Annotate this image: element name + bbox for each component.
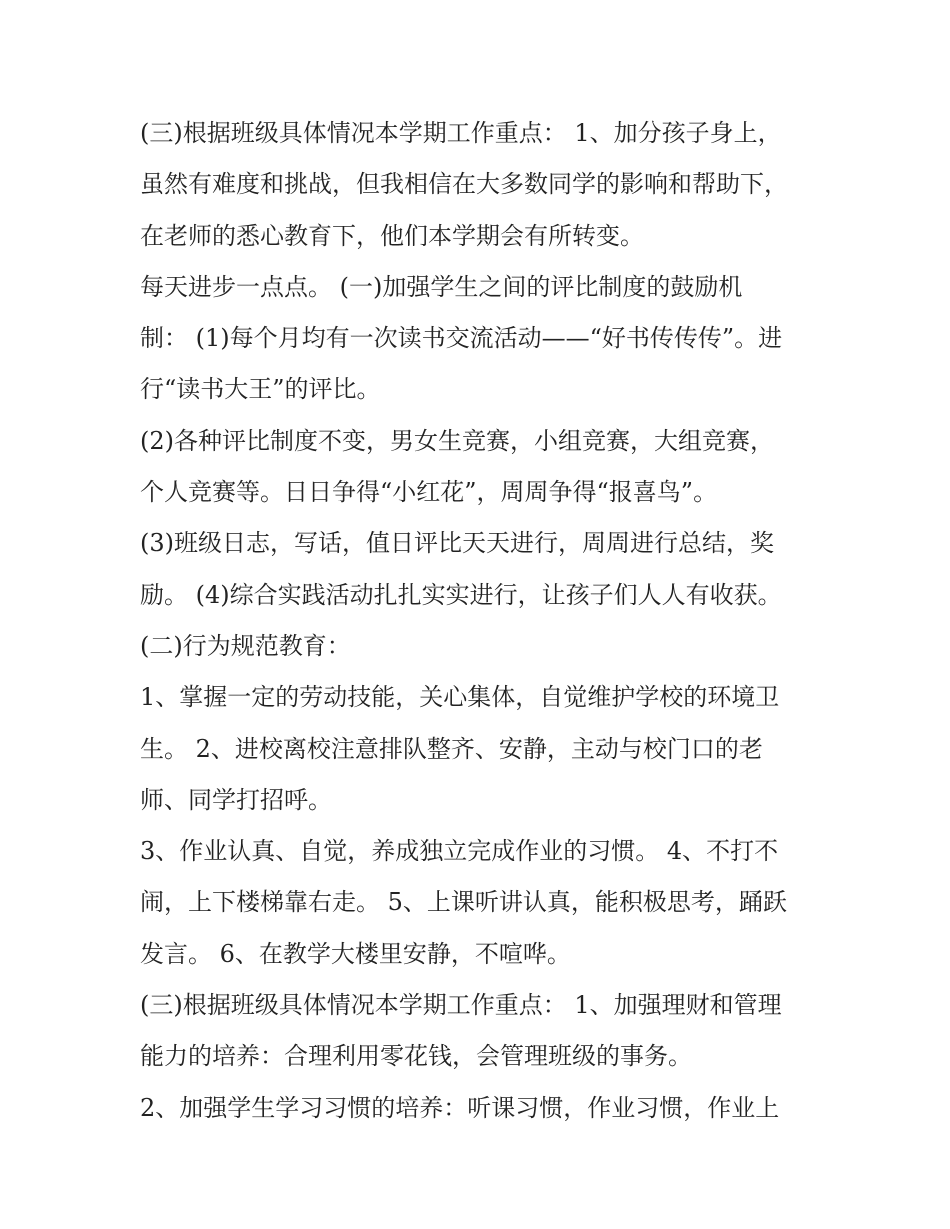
text-line: 师、同学打招呼。 (140, 785, 332, 814)
text-line: 励。 (4)综合实践活动扎扎实实进行，让孩子们人人有收获。 (140, 580, 782, 609)
text-line: 2、加强学生学习习惯的培养：听课习惯，作业习惯，作业上 (140, 1093, 780, 1122)
text-line: (3)班级日志，写话，值日评比天天进行，周周进行总结，奖 (140, 529, 774, 558)
text-line: (2)各种评比制度不变，男女生竞赛，小组竞赛，大组竞赛， (140, 426, 774, 455)
text-line: (三)根据班级具体情况本学期工作重点： 1、加分孩子身上， (140, 119, 782, 147)
document-body (140, 108, 820, 1134)
text-line: 在老师的悉心教育下，他们本学期会有所转变。 (140, 221, 644, 250)
text-line: 个人竞赛等。日日争得“小红花”，周周争得“报喜鸟”。 (140, 478, 718, 507)
text-line: 发言。 6、在教学大楼里安静，不喧哗。 (140, 939, 571, 968)
text-line: 1、掌握一定的劳动技能，关心集体，自觉维护学校的环境卫 (140, 683, 780, 712)
text-line: (二)行为规范教育： (140, 631, 351, 660)
text-line: 每天进步一点点。 (一)加强学生之间的评比制度的鼓励机 (140, 272, 743, 301)
text-line: 生。 2、进校离校注意排队整齐、安静，主动与校门口的老 (140, 734, 763, 763)
text-line: 行“读书大王”的评比。 (140, 375, 381, 404)
text-line: 制： (1)每个月均有一次读书交流活动——“好书传传传”。进 (140, 324, 783, 353)
text-line: 虽然有难度和挑战，但我相信在大多数同学的影响和帮助下， (140, 170, 788, 199)
text-line: 能力的培养：合理利用零花钱，会管理班级的事务。 (140, 1042, 692, 1071)
text-line: 3、作业认真、自觉，养成独立完成作业的习惯。 4、不打不 (140, 837, 779, 866)
text-line: 闹，上下楼梯靠右走。 5、上课听讲认真，能积极思考，踊跃 (140, 888, 787, 917)
text-line: (三)根据班级具体情况本学期工作重点： 1、加强理财和管理 (140, 991, 782, 1020)
